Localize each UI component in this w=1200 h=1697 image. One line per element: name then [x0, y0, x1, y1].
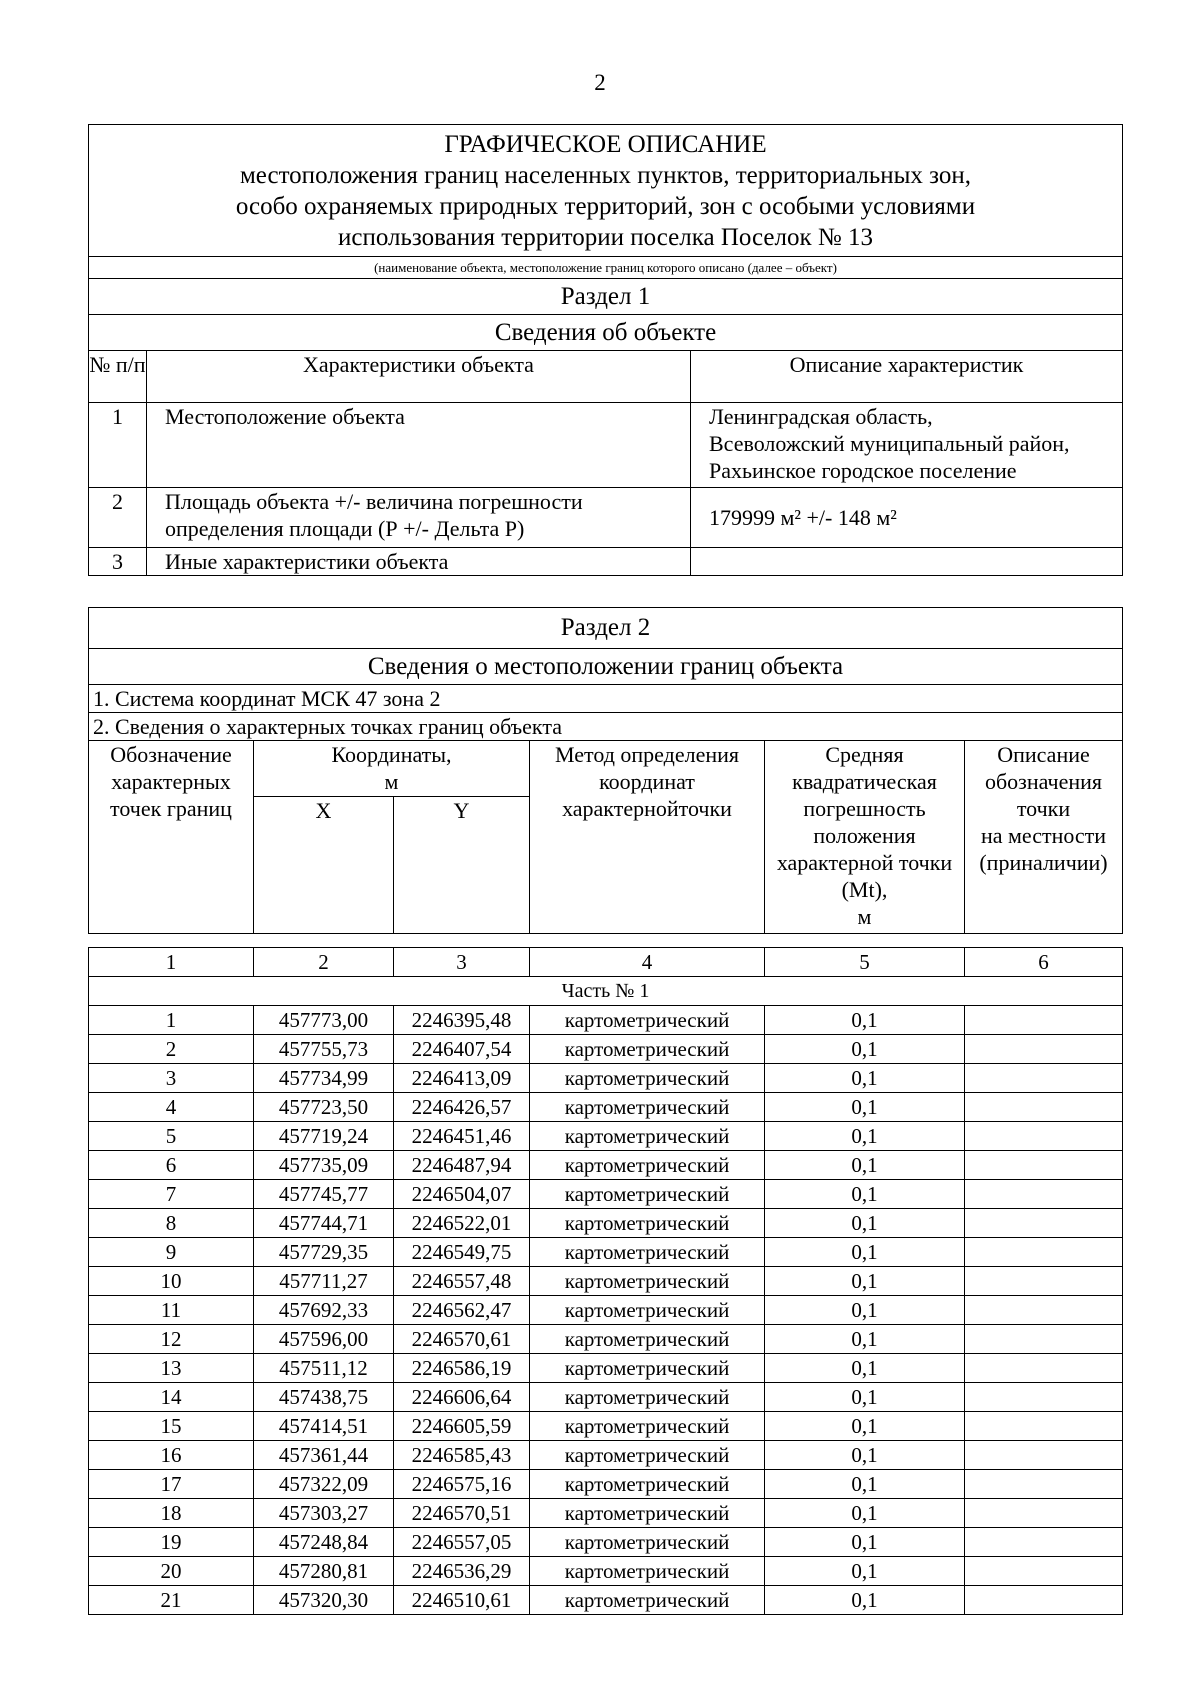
method: картометрический	[530, 1035, 765, 1064]
header-line: характерной точки	[776, 850, 953, 875]
coord-y: 2246562,47	[394, 1296, 530, 1325]
table-row	[89, 1151, 1123, 1180]
point-number: 13	[89, 1354, 254, 1383]
mean-error: 0,1	[765, 1238, 965, 1267]
description-text: 179999 м² +/- 148 м²	[691, 488, 1123, 548]
header-line: обозначения	[984, 769, 1103, 794]
coord-x: 457438,75	[254, 1383, 394, 1412]
characteristic-text: Иные характеристики объекта	[147, 548, 691, 576]
header-line: (Mt),	[841, 877, 888, 902]
mean-error: 0,1	[765, 1325, 965, 1354]
method: картометрический	[530, 1180, 765, 1209]
col-header-point-description	[965, 741, 1123, 934]
coord-x: 457745,77	[254, 1180, 394, 1209]
section1-table	[88, 124, 1123, 576]
mean-error: 0,1	[765, 1267, 965, 1296]
method: картометрический	[530, 1470, 765, 1499]
table-row	[89, 1296, 1123, 1325]
table-row	[89, 1180, 1123, 1209]
header-line: Координаты,	[331, 742, 452, 767]
coord-x: 457248,84	[254, 1528, 394, 1557]
document-subtitle-line: местоположения границ населенных пунктов, территориальных зон,	[239, 161, 972, 189]
point-number: 20	[89, 1557, 254, 1586]
point-description	[965, 1354, 1123, 1383]
method: картометрический	[530, 1238, 765, 1267]
point-number: 21	[89, 1586, 254, 1615]
coord-y: 2246510,61	[394, 1586, 530, 1615]
point-description	[965, 1267, 1123, 1296]
col-header-error	[765, 741, 965, 934]
point-description	[965, 1296, 1123, 1325]
mean-error: 0,1	[765, 1006, 965, 1035]
method: картометрический	[530, 1586, 765, 1615]
method: картометрический	[530, 1267, 765, 1296]
table-row	[89, 1093, 1123, 1122]
coord-y: 2246413,09	[394, 1064, 530, 1093]
table-row	[89, 1122, 1123, 1151]
point-description	[965, 1441, 1123, 1470]
document-subtitle-line: использования территории поселка Поселок № 13	[338, 223, 873, 251]
characteristic-text: Местоположение объекта	[147, 403, 691, 488]
coord-x: 457322,09	[254, 1470, 394, 1499]
header-line: (приналичии)	[979, 850, 1108, 875]
point-number: 4	[89, 1093, 254, 1122]
document-subtitle-line: особо охраняемых природных территорий, зон с особыми условиями	[235, 192, 976, 220]
point-description	[965, 1499, 1123, 1528]
table-row	[89, 1209, 1123, 1238]
coord-system: 1. Система координат МСК 47 зона 2	[89, 685, 1123, 713]
mean-error: 0,1	[765, 1528, 965, 1557]
method: картометрический	[530, 1151, 765, 1180]
mean-error: 0,1	[765, 1499, 965, 1528]
mean-error: 0,1	[765, 1180, 965, 1209]
coord-y: 2246557,48	[394, 1267, 530, 1296]
coord-x: 457414,51	[254, 1412, 394, 1441]
method: картометрический	[530, 1093, 765, 1122]
coord-y: 2246605,59	[394, 1412, 530, 1441]
coord-x: 457744,71	[254, 1209, 394, 1238]
coord-x: 457711,27	[254, 1267, 394, 1296]
page-number: 2	[594, 70, 606, 95]
point-description	[965, 1151, 1123, 1180]
point-number: 15	[89, 1412, 254, 1441]
mean-error: 0,1	[765, 1383, 965, 1412]
point-description	[965, 1586, 1123, 1615]
point-number: 1	[89, 1006, 254, 1035]
mean-error: 0,1	[765, 1296, 965, 1325]
section1-title: Раздел 1	[89, 279, 1123, 315]
col-number: 4	[530, 948, 765, 977]
coord-y: 2246549,75	[394, 1238, 530, 1267]
point-number: 12	[89, 1325, 254, 1354]
coord-y: 2246570,51	[394, 1499, 530, 1528]
point-description	[965, 1035, 1123, 1064]
method: картометрический	[530, 1209, 765, 1238]
point-description	[965, 1209, 1123, 1238]
col-header-y: Y	[394, 797, 530, 934]
header-line: Описание	[997, 742, 1090, 767]
description-text	[691, 403, 1123, 488]
point-description	[965, 1528, 1123, 1557]
section2-header-table	[88, 607, 1123, 934]
col-header-x: X	[254, 797, 394, 934]
table-row	[89, 1006, 1123, 1035]
point-description	[965, 1122, 1123, 1151]
header-line: Средняя	[825, 742, 904, 767]
coord-x: 457511,12	[254, 1354, 394, 1383]
coord-x: 457735,09	[254, 1151, 394, 1180]
col-number: 3	[394, 948, 530, 977]
header-line: координат	[599, 769, 695, 794]
table-row	[89, 1238, 1123, 1267]
method: картометрический	[530, 1441, 765, 1470]
coord-y: 2246536,29	[394, 1557, 530, 1586]
coord-y: 2246487,94	[394, 1151, 530, 1180]
point-number: 9	[89, 1238, 254, 1267]
header-line: м	[384, 769, 399, 794]
mean-error: 0,1	[765, 1354, 965, 1383]
point-description	[965, 1006, 1123, 1035]
description-line: Ленинградская область,	[709, 404, 933, 429]
col-header-number: № п/п	[89, 351, 147, 403]
description-line: Рахьинское городское поселение	[709, 458, 1017, 483]
point-number: 17	[89, 1470, 254, 1499]
header-line: характерных	[111, 769, 231, 794]
mean-error: 0,1	[765, 1412, 965, 1441]
coord-y: 2246395,48	[394, 1006, 530, 1035]
point-description	[965, 1325, 1123, 1354]
point-number: 10	[89, 1267, 254, 1296]
point-description	[965, 1064, 1123, 1093]
point-description	[965, 1383, 1123, 1412]
part-label: Часть № 1	[89, 977, 1123, 1006]
header-line: погрешность	[803, 796, 926, 821]
mean-error: 0,1	[765, 1151, 965, 1180]
table-row	[89, 1267, 1123, 1296]
col-header-characteristic: Характеристики объекта	[147, 351, 691, 403]
point-number: 11	[89, 1296, 254, 1325]
coord-y: 2246407,54	[394, 1035, 530, 1064]
row-number: 3	[89, 548, 147, 576]
points-caption: 2. Сведения о характерных точках границ объекта	[89, 713, 1123, 741]
coord-x: 457320,30	[254, 1586, 394, 1615]
header-line: положения	[813, 823, 916, 848]
point-number: 6	[89, 1151, 254, 1180]
object-caption: (наименование объекта, местоположение границ которого описано (далее – объект)	[89, 257, 1123, 279]
point-number: 5	[89, 1122, 254, 1151]
point-number: 18	[89, 1499, 254, 1528]
table-row	[89, 1354, 1123, 1383]
col-number: 5	[765, 948, 965, 977]
coord-y: 2246575,16	[394, 1470, 530, 1499]
coord-x: 457773,00	[254, 1006, 394, 1035]
mean-error: 0,1	[765, 1470, 965, 1499]
point-description	[965, 1238, 1123, 1267]
section1-subtitle: Сведения об объекте	[89, 315, 1123, 351]
mean-error: 0,1	[765, 1209, 965, 1238]
section2-title: Раздел 2	[89, 608, 1123, 649]
point-description	[965, 1557, 1123, 1586]
method: картометрический	[530, 1296, 765, 1325]
coord-x: 457303,27	[254, 1499, 394, 1528]
point-description	[965, 1412, 1123, 1441]
method: картометрический	[530, 1006, 765, 1035]
table-row	[89, 1586, 1123, 1615]
description-line: Всеволожский муниципальный район,	[709, 431, 1070, 456]
col-number: 2	[254, 948, 394, 977]
mean-error: 0,1	[765, 1441, 965, 1470]
header-line: на местности	[980, 823, 1107, 848]
coord-y: 2246585,43	[394, 1441, 530, 1470]
coord-y: 2246504,07	[394, 1180, 530, 1209]
point-number: 8	[89, 1209, 254, 1238]
col-number: 1	[89, 948, 254, 977]
table-row	[89, 1557, 1123, 1586]
header-line: Обозначение	[110, 742, 232, 767]
header-line: Метод определения	[554, 742, 740, 767]
point-number: 16	[89, 1441, 254, 1470]
mean-error: 0,1	[765, 1122, 965, 1151]
coord-y: 2246570,61	[394, 1325, 530, 1354]
header-line: м	[857, 904, 872, 929]
table-row	[89, 1499, 1123, 1528]
header-line: квадратическая	[792, 769, 937, 794]
mean-error: 0,1	[765, 1093, 965, 1122]
col-header-designation	[89, 741, 254, 934]
coord-x: 457596,00	[254, 1325, 394, 1354]
table-row	[89, 1325, 1123, 1354]
mean-error: 0,1	[765, 1557, 965, 1586]
mean-error: 0,1	[765, 1035, 965, 1064]
coord-x: 457280,81	[254, 1557, 394, 1586]
table-row	[89, 1412, 1123, 1441]
coord-y: 2246557,05	[394, 1528, 530, 1557]
header-line: характернойточки	[562, 796, 732, 821]
method: картометрический	[530, 1122, 765, 1151]
point-description	[965, 1470, 1123, 1499]
characteristic-line: определения площади (Р +/- Дельта Р)	[165, 516, 525, 541]
coord-x: 457755,73	[254, 1035, 394, 1064]
point-number: 2	[89, 1035, 254, 1064]
document-title: ГРАФИЧЕСКОЕ ОПИСАНИЕ	[444, 130, 767, 158]
section2-subtitle: Сведения о местоположении границ объекта	[89, 649, 1123, 685]
method: картометрический	[530, 1354, 765, 1383]
method: картометрический	[530, 1499, 765, 1528]
method: картометрический	[530, 1383, 765, 1412]
table-row	[89, 1064, 1123, 1093]
method: картометрический	[530, 1528, 765, 1557]
point-description	[965, 1093, 1123, 1122]
points-table	[88, 947, 1123, 1615]
method: картометрический	[530, 1064, 765, 1093]
document-title-cell	[89, 125, 1123, 257]
coord-y: 2246586,19	[394, 1354, 530, 1383]
mean-error: 0,1	[765, 1064, 965, 1093]
point-number: 14	[89, 1383, 254, 1412]
table-row	[89, 1470, 1123, 1499]
col-header-description: Описание характеристик	[691, 351, 1123, 403]
point-number: 3	[89, 1064, 254, 1093]
coord-x: 457361,44	[254, 1441, 394, 1470]
coord-y: 2246451,46	[394, 1122, 530, 1151]
table-row	[89, 1528, 1123, 1557]
method: картометрический	[530, 1557, 765, 1586]
coord-y: 2246522,01	[394, 1209, 530, 1238]
point-description	[965, 1180, 1123, 1209]
point-number: 7	[89, 1180, 254, 1209]
table-row	[89, 1035, 1123, 1064]
characteristic-line: Площадь объекта +/- величина погрешности	[165, 489, 583, 514]
description-text	[691, 548, 1123, 576]
coord-x: 457692,33	[254, 1296, 394, 1325]
coord-x: 457719,24	[254, 1122, 394, 1151]
coord-y: 2246426,57	[394, 1093, 530, 1122]
mean-error: 0,1	[765, 1586, 965, 1615]
method: картометрический	[530, 1325, 765, 1354]
coord-x: 457723,50	[254, 1093, 394, 1122]
table-row	[89, 1383, 1123, 1412]
header-line: точек границ	[110, 796, 232, 821]
header-line: точки	[1016, 796, 1071, 821]
row-number: 2	[89, 488, 147, 548]
col-header-coords	[254, 741, 530, 797]
method: картометрический	[530, 1412, 765, 1441]
coord-x: 457729,35	[254, 1238, 394, 1267]
coord-x: 457734,99	[254, 1064, 394, 1093]
row-number: 1	[89, 403, 147, 488]
coord-y: 2246606,64	[394, 1383, 530, 1412]
table-row	[89, 1441, 1123, 1470]
col-header-method	[530, 741, 765, 934]
characteristic-text	[147, 488, 691, 548]
point-number: 19	[89, 1528, 254, 1557]
col-number: 6	[965, 948, 1123, 977]
